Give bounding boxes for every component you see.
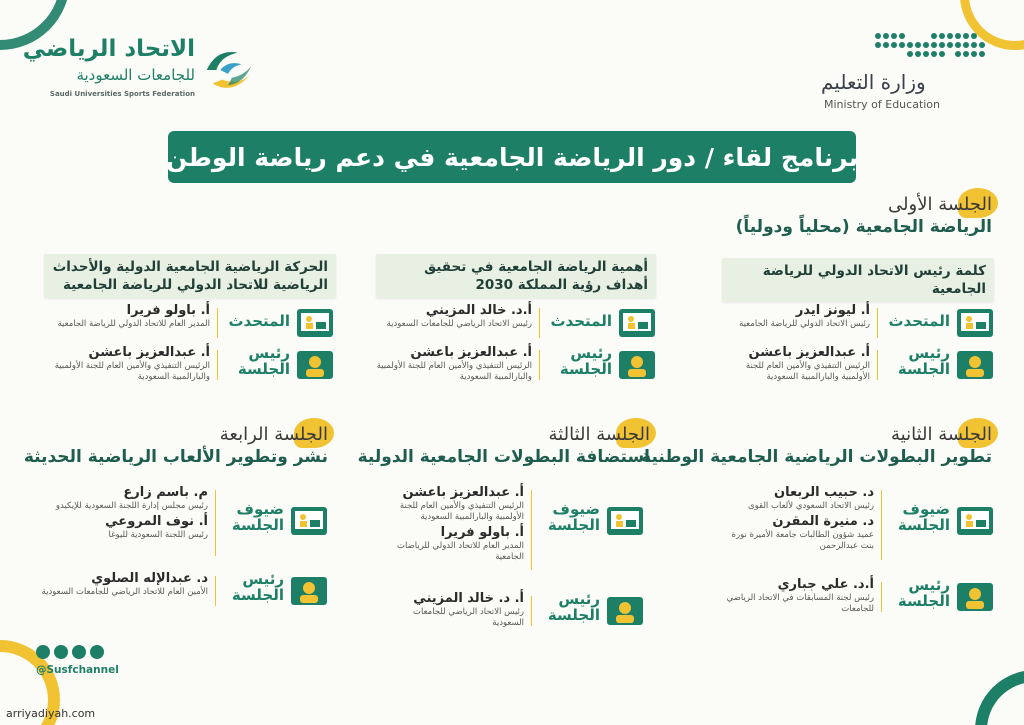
session-chair-icon xyxy=(290,576,328,606)
chair-role-label xyxy=(232,572,284,604)
federation-subtitle: للجامعات السعودية xyxy=(76,66,195,84)
chair-role-line1: رئيس xyxy=(242,570,284,588)
speaker-info xyxy=(38,304,210,333)
snapchat-icon[interactable] xyxy=(36,645,50,659)
guests-role-line1: ضيوف xyxy=(902,500,950,518)
person-description: رئيس لجنة المسابقات في الاتحاد الرياضي للجامعات xyxy=(726,592,874,614)
session-1-topic-1-speaker-row xyxy=(722,304,994,348)
guests-role-label xyxy=(548,502,600,534)
chair-role-line1: رئيس xyxy=(570,344,612,362)
person-name: أ.د. علي جباري xyxy=(777,577,874,592)
chair-info xyxy=(38,346,210,386)
ministry-dots-mark xyxy=(874,32,986,62)
chair-info xyxy=(722,346,870,386)
chair-role-label xyxy=(898,578,950,610)
session-guests-icon xyxy=(290,506,328,536)
program-title-banner: برنامج لقاء / دور الرياضة الجامعية في دعم رياضة الوطن xyxy=(168,131,856,183)
speaker-podium-icon xyxy=(296,308,334,338)
session-1-topic-3-title: الحركة الرياضية الجامعية الدولية والأحداث الرياضية للاتحاد الدولي للرياضة الجامعية xyxy=(44,254,336,298)
session-2-guests-row xyxy=(722,486,994,576)
session-2-heading xyxy=(641,424,992,467)
person-name: أ. عبدالعزيز باعشن xyxy=(410,345,532,360)
federation-english-name: Saudi Universities Sports Federation xyxy=(49,90,195,98)
person-name: أ. باولو فريرا xyxy=(440,525,524,541)
session-3-heading xyxy=(358,424,650,467)
youtube-icon[interactable] xyxy=(54,645,68,659)
person-name: د. عبدالإله الصلوي xyxy=(91,571,208,586)
session-2-title: تطوير البطولات الرياضية الجامعية الوطنية xyxy=(641,447,992,467)
social-icons xyxy=(36,645,116,661)
session-2-label: الجلسة الثانية xyxy=(891,424,992,445)
person-name: د. حبيب الربعان xyxy=(773,485,874,500)
instagram-icon[interactable] xyxy=(72,645,86,659)
chair-info xyxy=(38,572,208,601)
chair-info xyxy=(382,592,524,632)
chair-info xyxy=(368,346,532,386)
person-description: رئيس الاتحاد الدولي للرياضة الجامعية xyxy=(739,318,870,329)
session-chair-icon xyxy=(956,350,994,380)
session-1-topic-3-chair-row xyxy=(38,346,334,396)
person-name: أ. ليونز ايدر xyxy=(795,303,870,318)
session-1-heading xyxy=(736,194,992,237)
person-name: أ. نوف المروعي xyxy=(105,513,208,529)
guests-info xyxy=(722,486,874,555)
speaker-info xyxy=(722,304,870,333)
separator xyxy=(881,490,882,560)
chair-role-line2: الجلسة xyxy=(547,605,600,624)
person-name: أ. عبدالعزيز باعشن xyxy=(402,485,524,500)
guests-info xyxy=(382,486,524,566)
session-4-title: نشر وتطوير الألعاب الرياضية الحديثة xyxy=(23,447,328,467)
guests-info xyxy=(38,486,208,544)
person-description: عميد شؤون الطالبات جامعة الأميرة نورة بنت عبدالرحمن xyxy=(731,529,874,551)
person-name: د. منيرة المقرن xyxy=(772,513,874,529)
chair-role-line2: الجلسة xyxy=(559,359,612,378)
corner-arc-bottom-right xyxy=(975,670,1024,725)
chair-role-line2: الجلسة xyxy=(897,591,950,610)
person-name: أ. عبدالعزيز باعشن xyxy=(748,345,870,360)
person-description: رئيس مجلس إدارة اللجنة السعودية للإيكيدو xyxy=(55,500,208,511)
chair-role-label xyxy=(560,346,612,378)
session-2-chair-row xyxy=(722,578,994,626)
speaker-podium-icon xyxy=(956,308,994,338)
person-description: الأمين العام للاتحاد الرياضي للجامعات السعودية xyxy=(41,586,208,597)
session-chair-icon xyxy=(606,596,644,626)
person-description: رئيس الاتحاد الرياضي للجامعات السعودية xyxy=(386,318,532,329)
person-description: الرئيس التنفيذي والأمين العام للجنة الأولمبية والبارالمبية السعودية xyxy=(376,360,532,382)
person-description: الرئيس التنفيذي والأمين العام للجنة الأولمبية والبارالمبية السعودية xyxy=(399,500,524,522)
person-description: الرئيس التنفيذي والأمين العام للجنة الأولمبية والبارالمبية السعودية xyxy=(54,360,210,382)
session-chair-icon xyxy=(618,350,656,380)
ministry-arabic-name: وزارة التعليم xyxy=(821,70,926,94)
speaker-role-label xyxy=(228,314,290,330)
chair-role-label xyxy=(238,346,290,378)
guests-role-line1: ضيوف xyxy=(236,500,284,518)
person-name: أ.د. خالد المزيني xyxy=(425,303,532,318)
chair-info xyxy=(722,578,874,618)
session-1-topic-2-chair-row xyxy=(368,346,656,396)
separator xyxy=(881,582,882,612)
speaker-role-text: المتحدث xyxy=(550,312,612,330)
session-1-label: الجلسة الأولى xyxy=(888,194,992,215)
separator xyxy=(877,350,878,380)
separator xyxy=(215,576,216,606)
chair-role-line1: رئيس xyxy=(558,590,600,608)
speaker-info xyxy=(368,304,532,333)
session-3-guests-row xyxy=(382,486,644,586)
session-guests-icon xyxy=(606,506,644,536)
session-4-heading xyxy=(24,424,328,467)
separator xyxy=(215,490,216,556)
person-name: م. باسم زارع xyxy=(123,485,208,500)
ministry-english-name: Ministry of Education xyxy=(824,98,941,111)
federation-logo xyxy=(22,36,257,106)
person-name: أ. عبدالعزيز باعشن xyxy=(88,345,210,360)
session-chair-icon xyxy=(956,582,994,612)
session-3-title: استضافة البطولات الجامعية الدولية xyxy=(357,447,650,467)
session-1-topic-2-title: أهمية الرياضة الجامعية في تحقيق أهداف رؤية المملكة 2030 xyxy=(376,254,656,298)
person-description: الرئيس التنفيذي والأمين العام للجنة الأولمبية والبارالمبية السعودية xyxy=(745,360,870,382)
social-handle[interactable]: @Susfchannel xyxy=(36,664,119,676)
session-3-chair-row xyxy=(382,592,644,640)
person-description: المدير العام للاتحاد الدولي للرياضات الجامعية xyxy=(396,540,524,563)
chair-role-label xyxy=(548,592,600,624)
guests-role-label xyxy=(898,502,950,534)
twitter-icon[interactable] xyxy=(90,645,104,659)
chair-role-line1: رئيس xyxy=(908,576,950,594)
speaker-role-label xyxy=(550,314,612,330)
separator xyxy=(217,308,218,338)
ministry-logo xyxy=(816,26,996,116)
guests-role-label xyxy=(232,502,284,534)
separator xyxy=(531,596,532,626)
speaker-role-text: المتحدث xyxy=(228,312,290,330)
guests-role-line2: الجلسة xyxy=(897,515,950,534)
separator xyxy=(539,308,540,338)
session-3-label: الجلسة الثالثة xyxy=(548,424,650,445)
separator xyxy=(877,308,878,338)
session-guests-icon xyxy=(956,506,994,536)
separator xyxy=(531,490,532,570)
separator xyxy=(539,350,540,380)
session-4-label: الجلسة الرابعة xyxy=(219,424,328,445)
chair-role-label xyxy=(898,346,950,378)
person-name: أ. باولو فريرا xyxy=(126,303,210,318)
federation-title: الاتحاد الرياضي xyxy=(22,36,195,62)
guests-role-line2: الجلسة xyxy=(231,515,284,534)
session-1-topic-1-title: كلمة رئيس الاتحاد الدولي للرياضة الجامعية xyxy=(722,258,994,302)
chair-role-line1: رئيس xyxy=(248,344,290,362)
chair-role-line2: الجلسة xyxy=(237,359,290,378)
guests-role-line2: الجلسة xyxy=(547,515,600,534)
chair-role-line2: الجلسة xyxy=(897,359,950,378)
guests-role-line1: ضيوف xyxy=(552,500,600,518)
chair-role-line2: الجلسة xyxy=(231,585,284,604)
separator xyxy=(217,350,218,380)
session-1-topic-1-chair-row xyxy=(722,346,994,396)
session-1-topic-2-speaker-row xyxy=(368,304,656,348)
person-description: رئيس الاتحاد السعودي لألعاب القوى xyxy=(747,500,874,511)
chair-role-line1: رئيس xyxy=(908,344,950,362)
speaker-role-text: المتحدث xyxy=(888,312,950,330)
speaker-role-label xyxy=(888,314,950,330)
session-chair-icon xyxy=(296,350,334,380)
person-description: رئيس الاتحاد الرياضي للجامعات السعودية xyxy=(412,606,524,628)
person-name: أ. د. خالد المزيني xyxy=(413,591,524,606)
speaker-podium-icon xyxy=(618,308,656,338)
session-4-chair-row xyxy=(28,572,328,622)
session-1-topic-3-speaker-row xyxy=(38,304,334,348)
session-4-guests-row xyxy=(28,486,328,572)
person-description: رئيس اللجنة السعودية لليوغا xyxy=(108,529,208,540)
site-watermark: arriyadiyah.com xyxy=(6,707,96,720)
federation-logo-mark xyxy=(199,40,257,100)
person-description: المدير العام للاتحاد الدولي للرياضة الجامعية xyxy=(57,318,210,329)
session-1-title: الرياضة الجامعية (محلياً ودولياً) xyxy=(735,217,992,237)
